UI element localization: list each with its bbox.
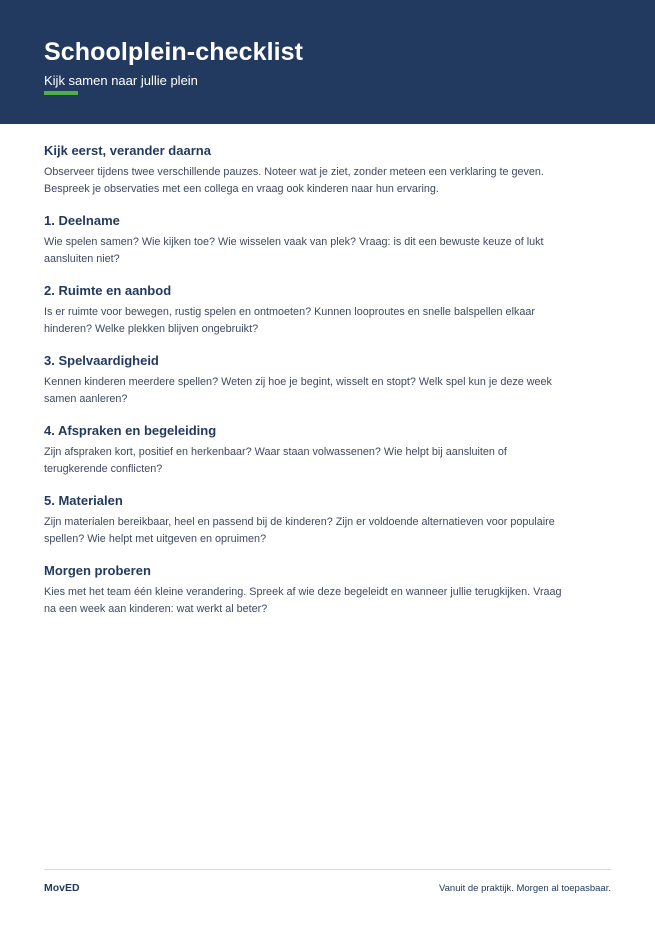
accent-bar xyxy=(44,91,78,95)
section-heading: Kijk eerst, verander daarna xyxy=(44,143,211,158)
section-body: Zijn afspraken kort, positief en herkenbaar? Waar staan volwassenen? Wie helpt bij aansluiten of terugkerende conflicten? xyxy=(44,446,507,475)
section-body: Kies met het team één kleine verandering. Spreek af wie deze begeleidt en wanneer jullie terugkijken. Vraag na een week aan kinderen: wat werkt al beter? xyxy=(44,586,562,615)
footer-tagline: Vanuit de praktijk. Morgen al toepasbaar. xyxy=(439,883,611,894)
section-heading: Morgen proberen xyxy=(44,563,151,578)
section-body: Is er ruimte voor bewegen, rustig spelen en ontmoeten? Kunnen looproutes en snelle balspellen elkaar hinderen? Welke plekken blijven ongebruikt? xyxy=(44,306,535,335)
section-morgen-proberen xyxy=(44,563,564,618)
section-body: Observeer tijdens twee verschillende pauzes. Noteer wat je ziet, zonder meteen een verklaring te geven. Bespreek je observaties met een collega en vraag ook kinderen naar hun ervaring. xyxy=(44,166,544,195)
section-intro xyxy=(44,143,564,198)
section-heading: 1. Deelname xyxy=(44,213,120,228)
section-heading: 4. Afspraken en begeleiding xyxy=(44,423,217,438)
section-deelname xyxy=(44,213,564,268)
section-body: Kennen kinderen meerdere spellen? Weten zij hoe je begint, wisselt en stopt? Welk spel kun je deze week samen aanleren? xyxy=(44,376,552,405)
section-afspraken xyxy=(44,423,564,478)
section-ruimte-en-aanbod xyxy=(44,283,564,338)
checklist-content xyxy=(44,143,564,633)
page-title: Schoolplein-checklist xyxy=(44,38,304,66)
footer-brand: MovED xyxy=(44,882,80,894)
page-subtitle: Kijk samen naar jullie plein xyxy=(44,73,198,88)
footer-divider xyxy=(44,869,611,870)
section-materialen xyxy=(44,493,564,548)
section-heading: 5. Materialen xyxy=(44,493,123,508)
section-body: Wie spelen samen? Wie kijken toe? Wie wisselen vaak van plek? Vraag: is dit een bewuste keuze of lukt aansluiten niet? xyxy=(44,236,544,265)
section-heading: 3. Spelvaardigheid xyxy=(44,353,159,368)
section-body: Zijn materialen bereikbaar, heel en passend bij de kinderen? Zijn er voldoende alternatieven voor populaire spellen? Wie helpt met uitgeven en opruimen? xyxy=(44,516,555,545)
section-spelvaardigheid xyxy=(44,353,564,408)
page-header xyxy=(0,0,655,124)
section-heading: 2. Ruimte en aanbod xyxy=(44,283,172,298)
